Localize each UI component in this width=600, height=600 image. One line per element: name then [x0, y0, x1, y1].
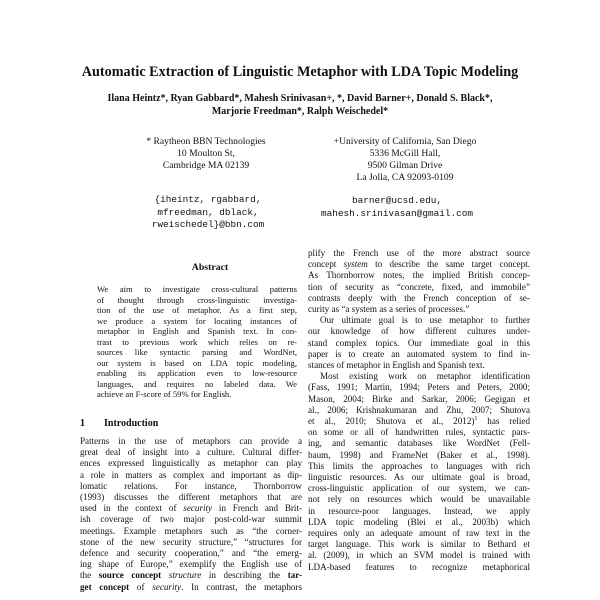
- body-line: [80, 582, 302, 593]
- body-line: Our ultimate goal is to use metaphor to further: [320, 315, 530, 326]
- abstract-line: trast to previous work which relies on re-: [97, 336, 297, 347]
- text-run: used in the context of: [80, 503, 184, 514]
- body-line: linguistic resources. As our ultimate goal is broad,: [308, 472, 530, 483]
- body-line: [80, 503, 302, 514]
- emails-bbn: [118, 194, 298, 232]
- body-line: defence and security cooperation,” and “the emerg-: [80, 548, 302, 559]
- body-line: target language. This work is similar to Bethard et: [308, 539, 530, 550]
- text-run: the: [80, 570, 99, 581]
- body-line: baum, 1998) and FrameNet (Baker et al., 1998).: [308, 449, 530, 460]
- body-line: plify the French use of the more abstract source: [308, 248, 530, 258]
- body-line: meetings. Example metaphors such as “the corner-: [80, 525, 302, 536]
- body-line: ish coverage of two major post-cold-war summit: [80, 514, 302, 525]
- affiliation-org: +University of California, San Diego: [333, 136, 477, 147]
- affiliation-street: 10 Moulton St,: [177, 148, 235, 159]
- body-line: This limits the approaches to languages with rich: [308, 460, 530, 471]
- body-line: curity as “a system as a series of processes.”: [308, 304, 470, 315]
- body-line: on some or all of handwritten rules, syntactic pars-: [308, 427, 530, 438]
- affiliation-bbn: [106, 136, 306, 172]
- body-line: requires only an adequate amount of raw text in the: [308, 528, 530, 539]
- text-run: [161, 570, 169, 580]
- body-line: (1993) discusses the different metaphors that are: [80, 492, 302, 503]
- author-list: [40, 92, 560, 118]
- italic-term: structure: [168, 570, 202, 581]
- abstract-line: achieve an F-score of 59% for English.: [97, 389, 232, 399]
- italic-term: security: [152, 581, 182, 592]
- abstract-body: [97, 284, 297, 400]
- body-line: ing shape of Europe,” exemplify the English use of: [80, 559, 302, 570]
- body-line: As Thornborrow notes, the implied British concep-: [308, 270, 530, 281]
- body-line: [80, 570, 302, 581]
- abstract-line: We aim to investigate cross-cultural patterns: [97, 284, 297, 294]
- body-line: our knowledge of how different cultures under-: [308, 326, 530, 337]
- body-line: ing, and semantic databases like WordNet (Fell-: [308, 438, 530, 449]
- abstract-line: of thought through cross-linguistic investiga-: [97, 294, 297, 305]
- text-run: in describing the: [201, 570, 288, 581]
- body-line: (Fass, 1991; Martin, 1994; Peters and Peters, 2000;: [308, 382, 530, 393]
- body-line: cross-linguistic application of our system, we can-: [308, 483, 530, 494]
- author-line-1: Ilana Heintz*, Ryan Gabbard*, Mahesh Srinivasan+, *, David Barner+, Donald S. Black*,: [107, 93, 493, 104]
- body-line: ences expressed linguistically as metaphor can play: [80, 458, 302, 469]
- body-line: Most existing work on metaphor identification: [320, 371, 530, 382]
- body-line: LDA topic modeling (Blei et al., 2003b) which: [308, 516, 530, 527]
- email-line: barner@ucsd.edu,: [351, 195, 442, 206]
- text-run: et al., 2010; Shutova et al., 2012): [308, 416, 475, 427]
- italic-term: system: [343, 259, 368, 270]
- body-line: stand complex topics. Our immediate goal in this: [308, 337, 530, 348]
- affiliation-ucsd: [290, 136, 520, 184]
- text-run: . In contrast, the metaphors: [181, 581, 302, 592]
- body-line: stone of the new security structure,” “structures for: [80, 536, 302, 547]
- abstract-line: languages, and requires no labeled data. We: [97, 378, 297, 389]
- affiliation-hall: 5336 McGill Hall,: [369, 148, 441, 159]
- right-column-body: [308, 248, 530, 573]
- section-title: Introduction: [104, 418, 159, 429]
- left-column-body: [80, 436, 302, 593]
- affiliation-org: * Raytheon BBN Technologies: [146, 136, 266, 147]
- text-run: in French and Brit-: [212, 503, 302, 514]
- paper-title: Automatic Extraction of Linguistic Metaphor with LDA Topic Modeling: [81, 64, 519, 80]
- bold-term: get concept: [80, 581, 130, 592]
- emails-ucsd: [292, 195, 502, 220]
- italic-term: security: [183, 503, 213, 514]
- text-run: to describe the same target concept.: [367, 259, 530, 270]
- text-run: has relied: [477, 416, 530, 427]
- affiliation-street: 9500 Gilman Drive: [367, 160, 443, 171]
- affiliation-city: La Jolla, CA 92093-0109: [356, 172, 454, 183]
- body-line: paper is to create an automated system to find in-: [308, 348, 530, 359]
- abstract-line: tion of the use of metaphor. As a first step,: [97, 305, 297, 315]
- body-line: tion of security as “concrete, fixed, and immobile”: [308, 281, 530, 292]
- email-line: rweischedel}@bbn.com: [151, 219, 265, 230]
- body-line: great deal of insight into a culture. Cultural differ-: [80, 447, 302, 458]
- abstract-line: enabling its application even to low-resource: [97, 368, 297, 378]
- body-line: [308, 416, 530, 427]
- email-line: {iheintz, rgabbard,: [154, 194, 262, 205]
- body-line: al. (2009), in which an SVM model is trained with: [308, 550, 530, 561]
- section-heading-introduction: [80, 418, 310, 429]
- text-run: concept: [308, 259, 344, 270]
- author-line-2: Marjorie Freedman*, Ralph Weischedel*: [211, 106, 389, 117]
- body-line: lomatic relations. For instance, Thornborrow: [80, 480, 302, 491]
- footnote-marker[interactable]: 1: [474, 416, 478, 423]
- body-line: Mason, 2004; Birke and Sarkar, 2006; Gegigan et: [308, 393, 530, 404]
- text-run: of: [129, 581, 153, 592]
- email-line: mahesh.srinivasan@gmail.com: [321, 207, 473, 219]
- body-line: in resource-poor languages. Instead, we apply: [308, 505, 530, 516]
- abstract-heading: Abstract: [191, 262, 229, 273]
- abstract-line: metaphor in English and Spanish text. In con-: [97, 326, 297, 336]
- body-line: a role in matters as complex and important as dip-: [80, 469, 302, 480]
- abstract-line: sources like syntactic parsing and WordNet,: [97, 347, 297, 357]
- body-line: stances of metaphor in English and Spanish text.: [308, 360, 485, 371]
- bold-term: tar-: [287, 570, 302, 581]
- email-line: mfreedman, dblack,: [157, 206, 259, 218]
- body-line: [308, 259, 530, 270]
- body-line: not rely on resources which would be unavailable: [308, 494, 530, 505]
- body-line: contrasts deeply with the French conception of se-: [308, 292, 530, 303]
- body-line: Patterns in the use of metaphors can provide a: [80, 436, 302, 446]
- abstract-line: we produce a system for locating instances of: [97, 315, 297, 326]
- body-line: LDA-based features to recognize metaphorical: [308, 561, 530, 572]
- section-number: 1: [80, 418, 85, 429]
- abstract-line: our system is based on LDA topic modeling,: [97, 357, 297, 368]
- affiliation-city: Cambridge MA 02139: [162, 160, 250, 171]
- bold-term: source concept: [98, 570, 162, 581]
- body-line: al., 2006; Krishnakumaran and Zhu, 2007; Shutova: [308, 404, 530, 415]
